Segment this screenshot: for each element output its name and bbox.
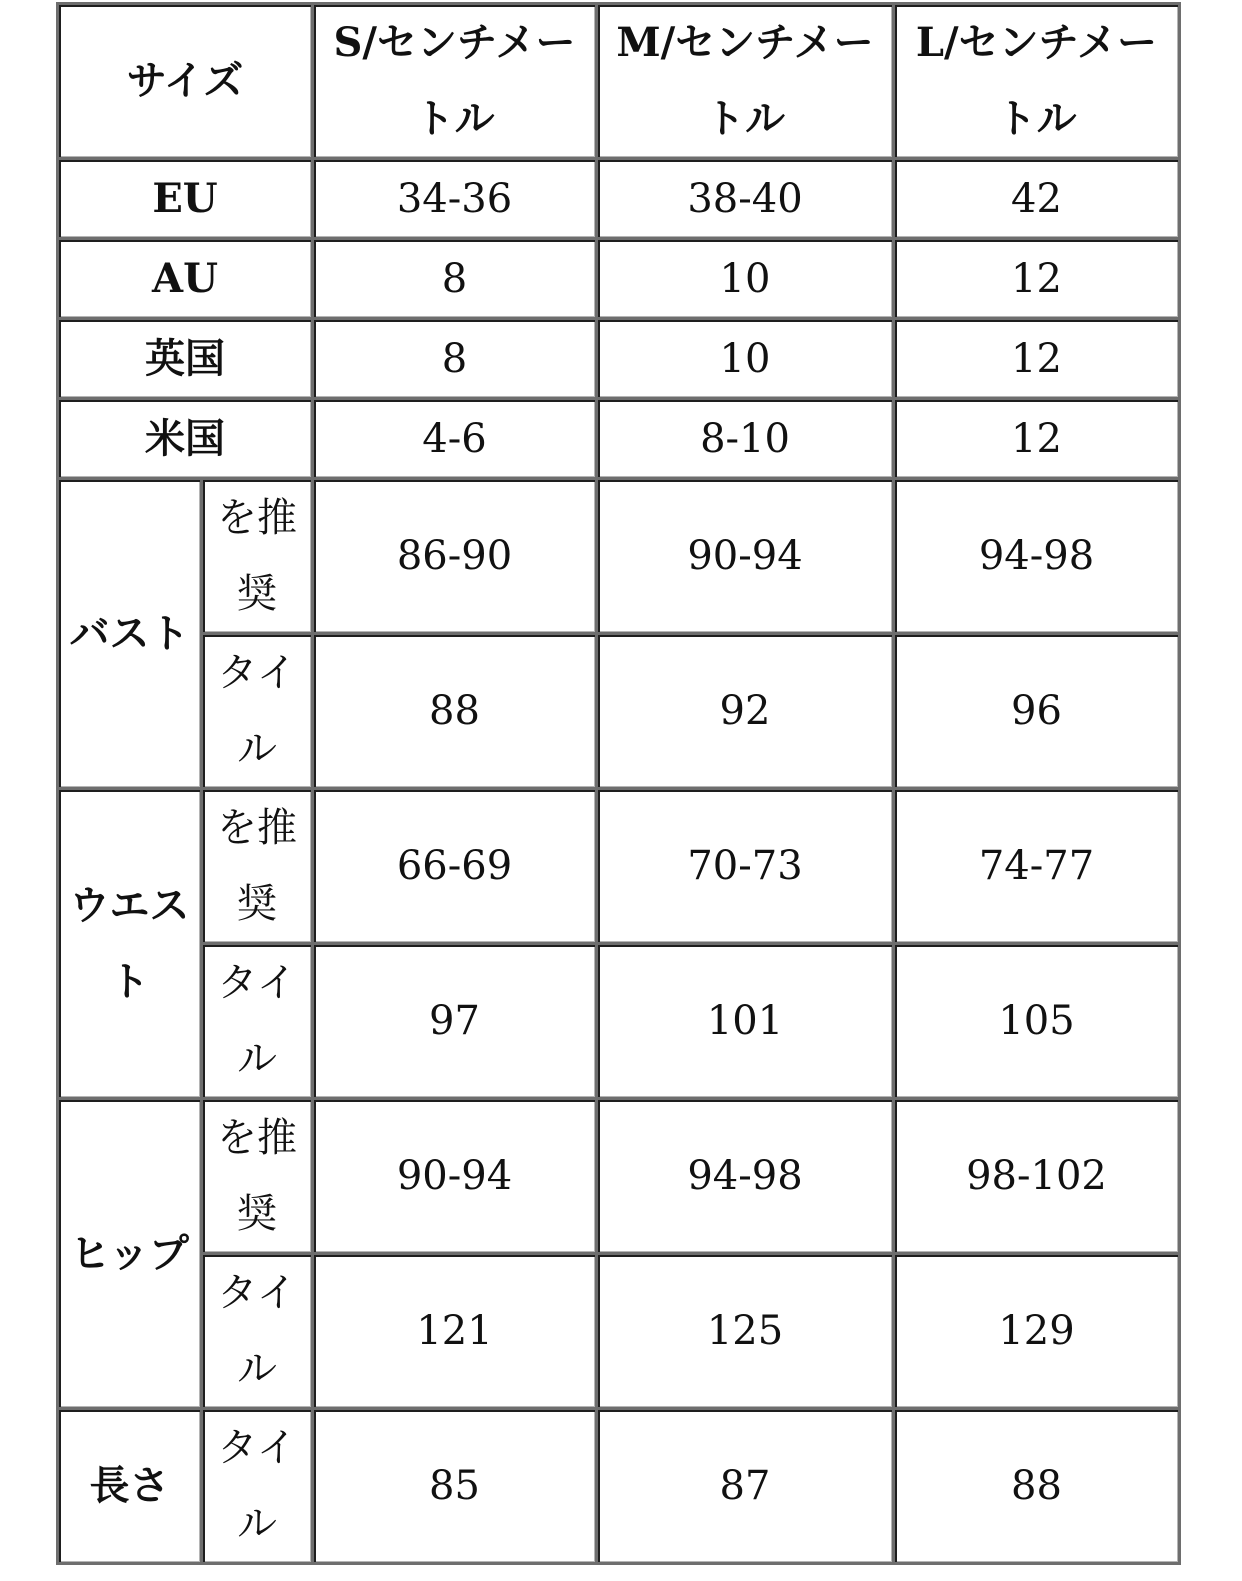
value-bust-rec-l: 94-98	[895, 480, 1181, 635]
value-uk-m: 10	[598, 320, 895, 400]
value-waist-tile-l: 105	[895, 945, 1181, 1100]
value-waist-rec-l: 74-77	[895, 790, 1181, 945]
row-label-uk: 英国	[59, 320, 314, 400]
value-hip-tile-s: 121	[314, 1255, 598, 1410]
value-au-l: 12	[895, 240, 1181, 320]
row-hip-tile	[59, 1255, 1181, 1410]
group-label-bust: バスト	[59, 480, 203, 790]
value-length-tile-s: 85	[314, 1410, 598, 1565]
row-bust-recommended	[59, 480, 1181, 635]
row-length-tile	[59, 1410, 1181, 1565]
value-eu-s: 34-36	[314, 160, 598, 240]
value-length-tile-m: 87	[598, 1410, 895, 1565]
sub-label-tile: タイル	[203, 1255, 314, 1410]
size-header-cell: サイズ	[59, 5, 314, 160]
value-us-m: 8-10	[598, 400, 895, 480]
row-label-au: AU	[59, 240, 314, 320]
row-au	[59, 240, 1181, 320]
size-chart-table	[56, 2, 1181, 1565]
row-waist-recommended	[59, 790, 1181, 945]
header-row	[59, 5, 1181, 160]
value-us-l: 12	[895, 400, 1181, 480]
sub-label-tile: タイル	[203, 635, 314, 790]
row-waist-tile	[59, 945, 1181, 1100]
value-bust-tile-l: 96	[895, 635, 1181, 790]
value-au-m: 10	[598, 240, 895, 320]
value-bust-tile-m: 92	[598, 635, 895, 790]
sub-label-recommended: を推奨	[203, 790, 314, 945]
value-waist-rec-m: 70-73	[598, 790, 895, 945]
column-header-m: M/センチメートル	[598, 5, 895, 160]
row-bust-tile	[59, 635, 1181, 790]
column-header-l: L/センチメートル	[895, 5, 1181, 160]
value-au-s: 8	[314, 240, 598, 320]
size-chart-container	[56, 2, 1178, 1565]
sub-label-recommended: を推奨	[203, 480, 314, 635]
column-header-s: S/センチメートル	[314, 5, 598, 160]
group-label-length: 長さ	[59, 1410, 203, 1565]
sub-label-tile: タイル	[203, 945, 314, 1100]
value-uk-s: 8	[314, 320, 598, 400]
row-hip-recommended	[59, 1100, 1181, 1255]
value-us-s: 4-6	[314, 400, 598, 480]
value-bust-rec-s: 86-90	[314, 480, 598, 635]
row-uk	[59, 320, 1181, 400]
value-hip-tile-l: 129	[895, 1255, 1181, 1410]
value-uk-l: 12	[895, 320, 1181, 400]
value-hip-rec-s: 90-94	[314, 1100, 598, 1255]
group-label-waist: ウエスト	[59, 790, 203, 1100]
value-hip-tile-m: 125	[598, 1255, 895, 1410]
value-hip-rec-l: 98-102	[895, 1100, 1181, 1255]
row-us	[59, 400, 1181, 480]
sub-label-recommended: を推奨	[203, 1100, 314, 1255]
value-bust-rec-m: 90-94	[598, 480, 895, 635]
row-eu	[59, 160, 1181, 240]
value-waist-tile-m: 101	[598, 945, 895, 1100]
value-eu-l: 42	[895, 160, 1181, 240]
value-eu-m: 38-40	[598, 160, 895, 240]
value-waist-tile-s: 97	[314, 945, 598, 1100]
group-label-hip: ヒップ	[59, 1100, 203, 1410]
row-label-us: 米国	[59, 400, 314, 480]
row-label-eu: EU	[59, 160, 314, 240]
value-bust-tile-s: 88	[314, 635, 598, 790]
value-hip-rec-m: 94-98	[598, 1100, 895, 1255]
value-length-tile-l: 88	[895, 1410, 1181, 1565]
sub-label-tile: タイル	[203, 1410, 314, 1565]
value-waist-rec-s: 66-69	[314, 790, 598, 945]
